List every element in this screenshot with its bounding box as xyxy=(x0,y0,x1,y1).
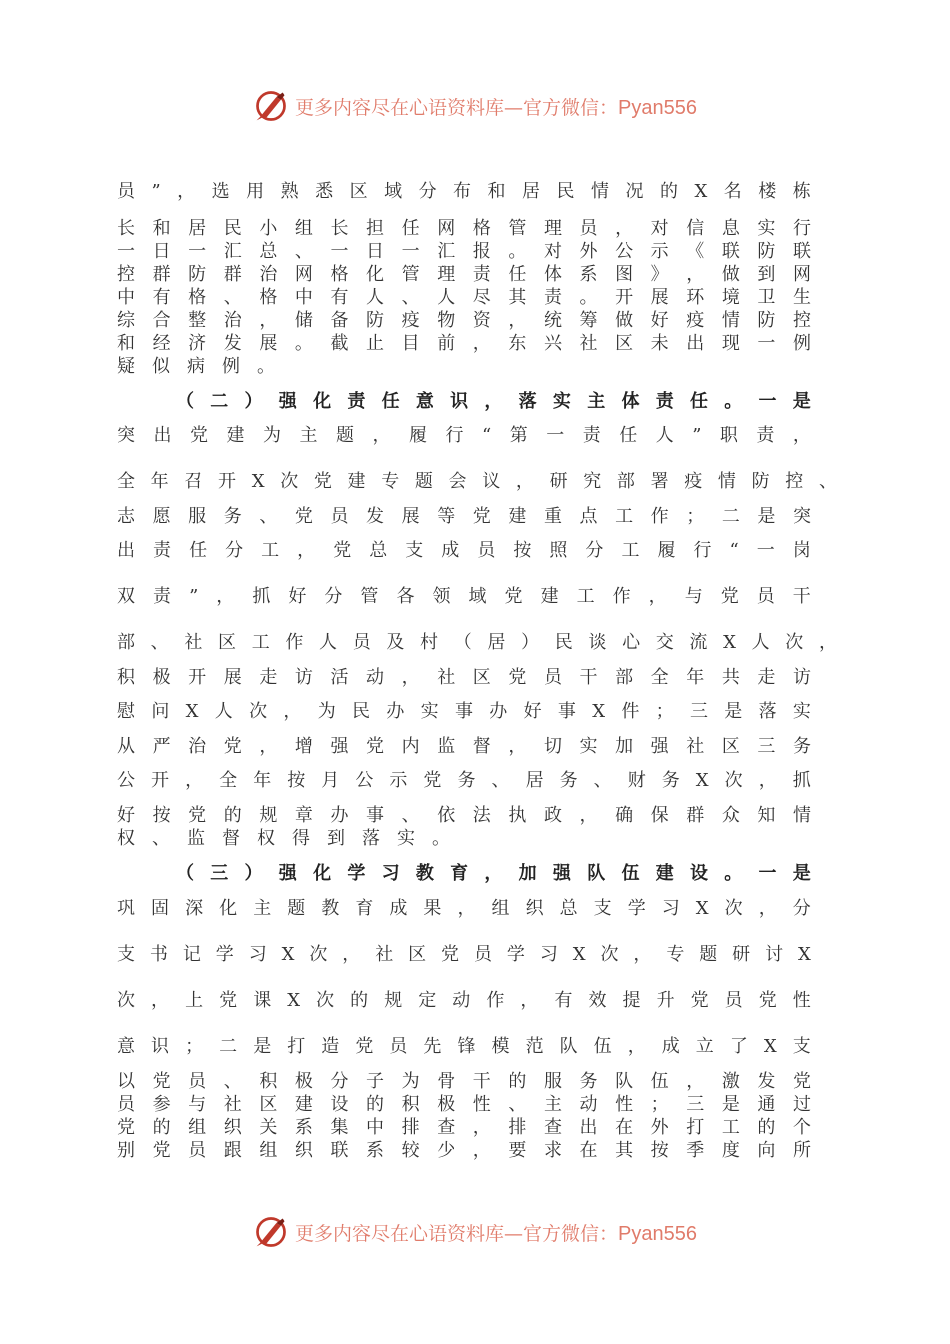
text-line: 从 严 治 党 ， 增 强 党 内 监 督 ， 切 实 加 强 社 区 三 务 xyxy=(117,736,811,757)
text-line: 一 日 一 汇 总 、 一 日 一 汇 报 。 对 外 公 示 《 联 防 联 xyxy=(117,241,811,262)
text-line: （ 二 ） 强 化 责 任 意 识 ， 落 实 主 体 责 任 。 一 是 xyxy=(176,391,811,412)
banner-text: 更多内容尽在心语资料库—官方微信：Pyan556 xyxy=(295,1222,697,1245)
banner-text: 更多内容尽在心语资料库—官方微信：Pyan556 xyxy=(295,96,697,119)
text-line: 疑 似 病 例 。 xyxy=(117,356,275,377)
text-line: 别 党 员 跟 组 织 联 系 较 少 ， 要 求 在 其 按 季 度 向 所 xyxy=(117,1140,811,1161)
footer-watermark-banner xyxy=(0,1210,950,1254)
pen-nib-logo-icon xyxy=(253,1214,289,1250)
text-line: 次 ， 上 党 课 X 次 的 规 定 动 作 ， 有 效 提 升 党 员 党 性 xyxy=(117,990,811,1011)
text-line: 权 、 监 督 权 得 到 落 实 。 xyxy=(117,828,450,849)
text-line: 综 合 整 治 ， 储 备 防 疫 物 资 ， 统 筹 做 好 疫 情 防 控 xyxy=(117,310,811,331)
text-line: 意 识 ； 二 是 打 造 党 员 先 锋 模 范 队 伍 ， 成 立 了 X 支 xyxy=(117,1036,811,1057)
text-line: 好 按 党 的 规 章 办 事 、 依 法 执 政 ， 确 保 群 众 知 情 xyxy=(117,805,811,826)
text-line: 部 、 社 区 工 作 人 员 及 村 （ 居 ） 民 谈 心 交 流 X 人 次 ， xyxy=(117,632,837,653)
text-line: （ 三 ） 强 化 学 习 教 育 ， 加 强 队 伍 建 设 。 一 是 xyxy=(176,863,811,884)
text-line: 出 责 任 分 工 ， 党 总 支 成 员 按 照 分 工 履 行 “ 一 岗 xyxy=(117,540,811,561)
text-line: 长 和 居 民 小 组 长 担 任 网 格 管 理 员 ， 对 信 息 实 行 xyxy=(117,218,811,239)
pen-nib-logo-icon xyxy=(253,88,289,124)
text-line: 支 书 记 学 习 X 次 ， 社 区 党 员 学 习 X 次 ， 专 题 研 讨 X xyxy=(117,944,811,965)
text-line: 中 有 格 、 格 中 有 人 、 人 尽 其 责 。 开 展 环 境 卫 生 xyxy=(117,287,811,308)
text-line: 员 参 与 社 区 建 设 的 积 极 性 、 主 动 性 ； 三 是 通 过 xyxy=(117,1094,811,1115)
text-line: 公 开 ， 全 年 按 月 公 示 党 务 、 居 务 、 财 务 X 次 ， 抓 xyxy=(117,770,811,791)
text-line: 员 ” ， 选 用 熟 悉 区 域 分 布 和 居 民 情 况 的 X 名 楼 栋 xyxy=(117,181,811,202)
header-watermark-banner xyxy=(0,84,950,128)
text-line: 慰 问 X 人 次 ， 为 民 办 实 事 办 好 事 X 件 ； 三 是 落 实 xyxy=(117,701,811,722)
text-line: 控 群 防 群 治 网 格 化 管 理 责 任 体 系 图 》 ， 做 到 网 xyxy=(117,264,811,285)
text-line: 突 出 党 建 为 主 题 ， 履 行 “ 第 一 责 任 人 ” 职 责 ， xyxy=(117,425,811,446)
text-line: 双 责 ” ， 抓 好 分 管 各 领 域 党 建 工 作 ， 与 党 员 干 xyxy=(117,586,811,607)
text-line: 党 的 组 织 关 系 集 中 排 查 ， 排 查 出 在 外 打 工 的 个 xyxy=(117,1117,811,1138)
text-line: 积 极 开 展 走 访 活 动 ， 社 区 党 员 干 部 全 年 共 走 访 xyxy=(117,667,811,688)
text-line: 全 年 召 开 X 次 党 建 专 题 会 议 ， 研 究 部 署 疫 情 防 控 、 xyxy=(117,471,837,492)
text-line: 志 愿 服 务 、 党 员 发 展 等 党 建 重 点 工 作 ； 二 是 突 xyxy=(117,506,811,527)
text-line: 以 党 员 、 积 极 分 子 为 骨 干 的 服 务 队 伍 ， 激 发 党 xyxy=(117,1071,811,1092)
text-line: 和 经 济 发 展 。 截 止 目 前 ， 东 兴 社 区 未 出 现 一 例 xyxy=(117,333,811,354)
text-line: 巩 固 深 化 主 题 教 育 成 果 ， 组 织 总 支 学 习 X 次 ， 分 xyxy=(117,898,811,919)
